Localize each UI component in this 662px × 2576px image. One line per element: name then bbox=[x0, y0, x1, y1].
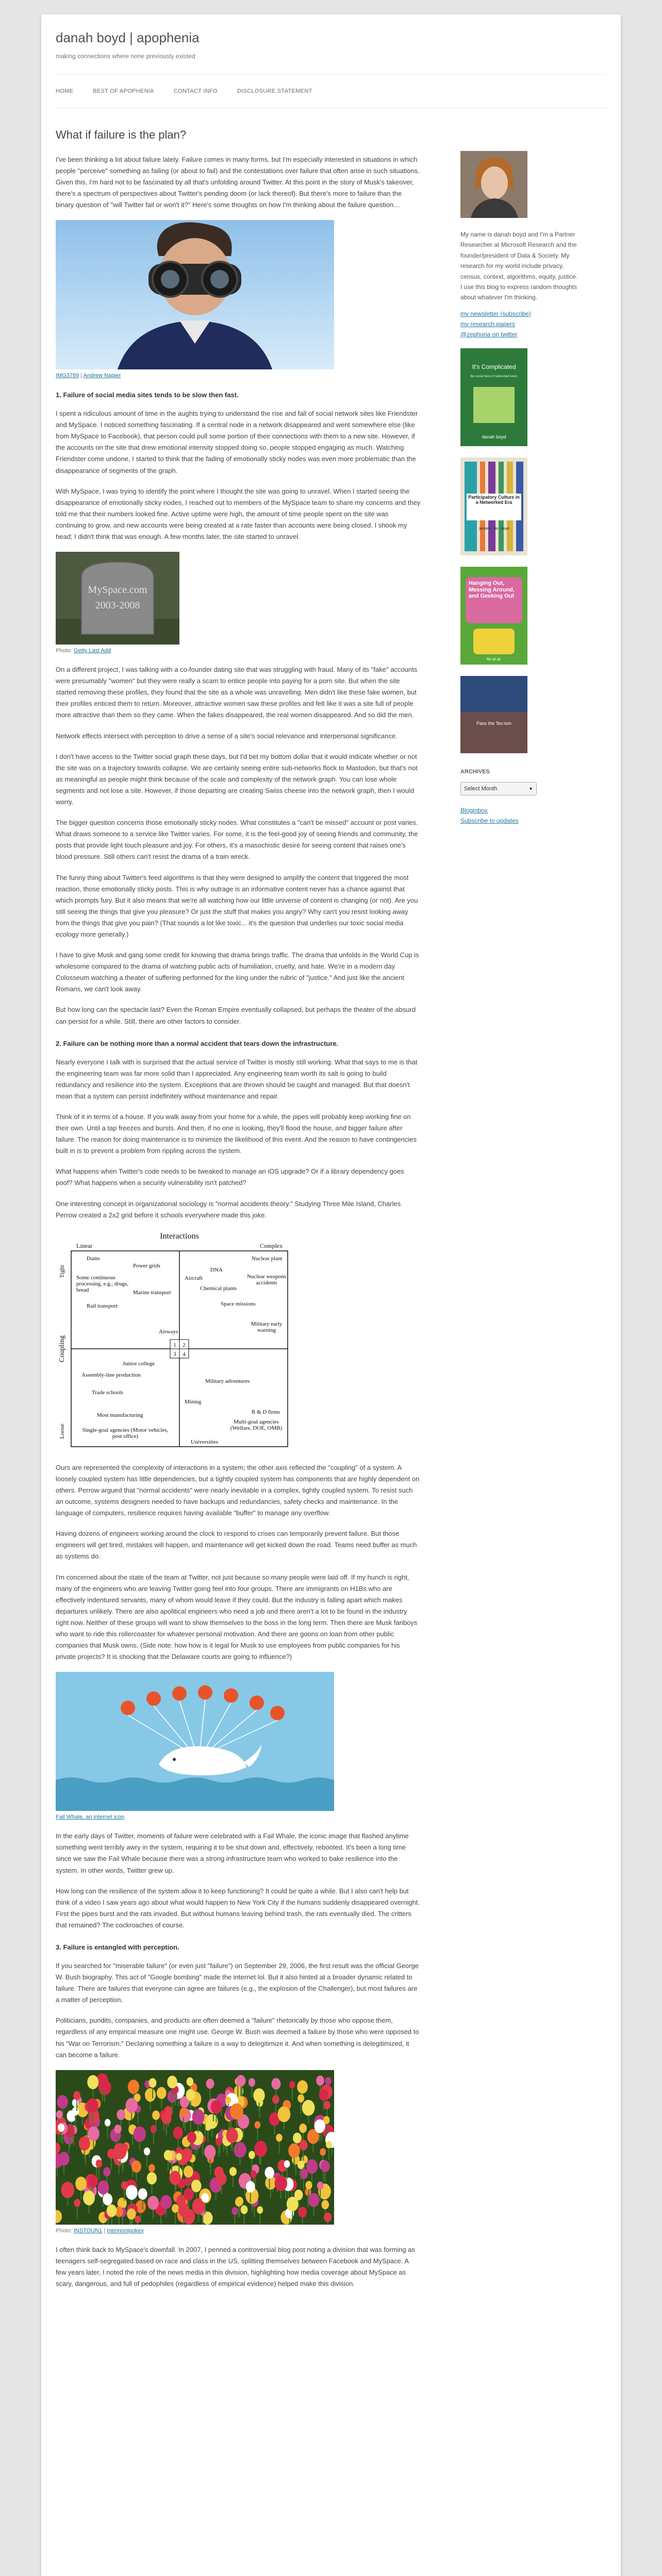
link-subscribe-updates[interactable]: Subscribe to updates bbox=[460, 817, 519, 824]
tulips-caption-author[interactable]: mennonipokey bbox=[107, 2227, 144, 2234]
tulip-flower bbox=[88, 2126, 100, 2141]
post-title[interactable]: What if failure is the plan? bbox=[56, 128, 187, 141]
tulip-flower bbox=[192, 2109, 205, 2125]
tulip-flower bbox=[97, 2180, 109, 2195]
fail-whale-illustration bbox=[56, 1672, 334, 1811]
tulip-flower bbox=[289, 2081, 295, 2089]
tulip-flower bbox=[257, 2206, 263, 2214]
tulip-flower bbox=[56, 2110, 63, 2119]
tulip-flower bbox=[117, 2109, 125, 2120]
tulip-flower bbox=[216, 2138, 222, 2146]
item-multi-goal-agencies: Multi-goal agencies (Welfare, DOE, OMB) bbox=[230, 1418, 283, 1431]
tulip-flower bbox=[169, 2171, 180, 2185]
tulip-flower bbox=[107, 2204, 117, 2217]
item-power-grids: Power grids bbox=[133, 1262, 160, 1269]
book-hanging-out[interactable] bbox=[460, 567, 527, 665]
tulip-flower bbox=[105, 2119, 111, 2127]
paragraph-17: I'm concerned about the state of the team at Twitter, not just because so many people were laid off. If my hunch is right, many of the engineers who are leaving Twitter going feel into four groups. There are immigrants on H1Bs who are effectively indentured servants, many of whom would leave if they could. But the industry is falling apart which makes departures unlikely. There are also apolitical engineers who need a job and there aren't a lot to be found in the industry right now. Neither of these groups will want to show themselves to the boss in the long term. Then there are Musk fanboys who want to ride this rollercoaster for whatever personal motivation. And there are goons on loan from other public companies that Musk owns. (Side note: how how is it legal for Musk to use employees from public companies for his private projects? It is shocking that the Delaware courts are going to influence?) bbox=[56, 1573, 418, 1661]
tulip-flower bbox=[128, 2079, 139, 2094]
paragraph-22: I often think back to MySpace's downfall. In 2007, I penned a controversial blog post noting a division that was forming as teenagers self-segregated based on race and class in the US, splitting themselves between Facebook and MySpace. A few years later, I noted the role of the news media in this division, highlighting how media coverage about MySpace as scary, dangerous, and full of pedophiles (regardless of empirical evidence) helped make this division. bbox=[56, 2245, 415, 2288]
item-dams: Dams bbox=[87, 1255, 100, 1262]
tulip-flower bbox=[226, 2128, 238, 2143]
tulip-flower bbox=[249, 2151, 255, 2159]
tulip-flower bbox=[317, 2181, 324, 2190]
tulip-flower bbox=[134, 2126, 146, 2142]
paragraph-7: The bigger question concerns those emotionally sticky nodes. What constitutes a "can't be missed" account or post varies. What draws someone to a service like Twitter varies. For some, it is the feel-good joy of seeing friends and community, the posts that provide light touch pleasure and joy. For others, it's a masochistic desire for seeing content that raises one's blood pressure. Still others can't resist the drama of a train wreck. bbox=[56, 819, 418, 861]
tulip-flower bbox=[178, 2202, 189, 2216]
quadrant-3: 3 bbox=[173, 1351, 176, 1358]
tulip-flower bbox=[235, 2197, 242, 2207]
tulip-flower bbox=[254, 2141, 267, 2157]
paragraph-6: I don't have access to the Twitter social graph these days, but I'd bet my bottom dollar that it would indicate whether or not the site was on a trajectory towards collapse. We are certainly seeing entire sub-networks flock to Mastodon, but that's not as meaningful as people might think because of the scale and complexity of the network graph. You can lose whole segments and not lose a site. However, if those departing are creating Swiss cheese into the network graph, then I would worry. bbox=[56, 752, 418, 806]
tulip-flower bbox=[61, 2181, 74, 2198]
paragraph-8: The funny thing about Twitter's feed algorithms is that they were designed to amplify the content that triggered the most reaction, those emotionally sticky posts. This is why outrage is an informative content never has a chance against that which prompts fury. But it also means that we're all watching how our little universe of content is changing (or not). Are you still seeing the things that give you pleasure? Or just the stuff that makes you angry? Why can't you resist looking away from the things that give you pain? (That sounds a lot like toxic... it's the question that underlies our toxic social media ecology more generally.) bbox=[56, 873, 418, 938]
chart-label-linear: Linear bbox=[76, 1242, 93, 1249]
tulip-flower bbox=[79, 2136, 90, 2150]
book-title-3: Hanging Out, Messing Around, and Geeking Out bbox=[469, 580, 515, 600]
tulip-flower bbox=[229, 2167, 237, 2176]
nav-item-disclosure[interactable]: DISCLOSURE STATEMENT bbox=[237, 88, 312, 94]
intro-paragraph: I've been thinking a lot about failure lately. Failure comes in many forms, but I'm especially interested in situations in which people "perceive" something as failing (or about to fail) and the contestations over failure that often arise in such situations. Given this, I'm hard not to be fascinated by all that's unfolding around Twitter. At this point in the story of Musk's takeover, there's a spectrum of perspectives about Twitter's pending doom (or lack thereof). But there's more to failure than the binary question of "will Twitter fail or won't it?" Here's some thoughts on how I'm thinking about the failure question… bbox=[56, 155, 420, 209]
tulip-flower bbox=[126, 2185, 138, 2200]
paragraph-9: I have to give Musk and gang some credit for knowing that drama brings traffic. The drama that unfolds in the World Cup is wholesome compared to the drama of watching public acts of humiliation, cruelty, and hate. We're in a modern day Colosseum watching a theater of suffering performed for the king under the rubric of "justice." And just like the ancient Romans, we can't look away. bbox=[56, 951, 419, 993]
tulips-caption-prefix: Photo: bbox=[56, 2227, 74, 2234]
link-newsletter[interactable]: my newsletter (subscribe) bbox=[460, 310, 531, 317]
site-description: making connections where none previously existed bbox=[56, 53, 195, 60]
tulip-flower bbox=[147, 2172, 157, 2184]
page bbox=[41, 14, 621, 2576]
tulip-flower bbox=[225, 2096, 231, 2104]
tombstone-caption bbox=[56, 648, 421, 654]
tulip-flower bbox=[57, 2095, 68, 2109]
tulip-flower bbox=[299, 2140, 307, 2150]
bio-text: My name is danah boyd and I'm a Partner Researcher at Microsoft Research and the founder/president of Data & Society. My research for my world include privacy, census, context, algorithms, equity, justice. I use this blog to express random thoughts about whatever I'm thinking. bbox=[460, 231, 578, 301]
tulip-flower bbox=[135, 2215, 140, 2223]
tulip-flower bbox=[176, 2153, 182, 2160]
tulip-flower bbox=[231, 2207, 238, 2215]
binoculars-caption-link[interactable]: IMG3789 bbox=[56, 372, 79, 379]
paragraph-20: If you searched for "miserable failure" (or even just "failure") on September 29, 2006, the first result was the official George W. Bush biography. This act of "Google bombing" made the internet lol. But it also hinted at a broader dynamic related to failure. There are failures that everyone can agree are failures (e.g., the explosion of the Challenger), but most failures are a matter of perception. bbox=[56, 1962, 419, 2004]
link-research-papers[interactable]: my research papers bbox=[460, 320, 516, 328]
tulip-flower bbox=[72, 2098, 79, 2107]
quadrant-number-box bbox=[170, 1340, 189, 1358]
nav-item-home[interactable]: HOME bbox=[56, 88, 74, 94]
tulip-flower bbox=[255, 2121, 261, 2129]
tulip-flower bbox=[83, 2191, 95, 2206]
tulip-flower bbox=[253, 2088, 264, 2103]
tombstone-caption-link[interactable]: Getty Last Add bbox=[73, 648, 111, 654]
tulip-flower bbox=[299, 2124, 307, 2133]
tulip-flower bbox=[184, 2165, 193, 2177]
tulip-flower bbox=[113, 2143, 126, 2159]
tulip-flower bbox=[324, 2101, 330, 2109]
tulip-flower bbox=[211, 2100, 222, 2114]
item-trade-schools: Trade schools bbox=[92, 1389, 124, 1396]
tulip-flower bbox=[246, 2181, 255, 2193]
item-universities: Universities bbox=[191, 1438, 219, 1445]
tulip-flower bbox=[186, 2089, 195, 2100]
tulip-flower bbox=[172, 2204, 179, 2213]
book-its-complicated[interactable] bbox=[460, 348, 527, 446]
paragraph-5: Network effects intersect with perception to drive a sense of a site's social relevance and interpersonal significance. bbox=[56, 732, 398, 740]
item-single-goal-agencies: Single-goal agencies (Motor vehicles, post office) bbox=[82, 1427, 169, 1439]
book-title-1: It's Complicated bbox=[472, 363, 516, 370]
tulip-flower bbox=[316, 2075, 324, 2086]
binoculars-caption-author[interactable]: Andrew Napier bbox=[83, 372, 121, 379]
tulip-flower bbox=[75, 2177, 87, 2191]
item-military-adventures: Military adventures bbox=[205, 1378, 250, 1384]
tulip-flower bbox=[206, 2078, 214, 2089]
tulip-flower bbox=[72, 2107, 79, 2115]
sidebar bbox=[460, 151, 579, 835]
paragraph-10: But how long can the spectacle last? Even the Roman Empire eventually collapsed, but perhaps the theater of the absurd can persist for a while. Still, there are other factors to consider. bbox=[56, 1006, 416, 1025]
tulip-flower bbox=[230, 2103, 243, 2120]
nav-item-contact[interactable]: CONTACT INFO bbox=[173, 88, 218, 94]
item-mining: Mining bbox=[185, 1398, 202, 1405]
tulip-flower bbox=[284, 2160, 290, 2168]
tulip-flower bbox=[326, 2141, 332, 2148]
author-photo bbox=[460, 151, 527, 218]
binoculars-caption bbox=[56, 372, 421, 379]
book-author-1: danah boyd bbox=[482, 434, 506, 439]
tulip-flower bbox=[234, 2142, 246, 2157]
tulip-flower bbox=[201, 2193, 209, 2202]
chart-title: Interactions bbox=[160, 1231, 199, 1241]
tulip-flower bbox=[264, 2166, 274, 2178]
paragraph-13: What happens when Twitter's code needs to be tweaked to manage an iOS upgrade? Or if a library dependency goes poof? What happens when a security vulnerability isn't patched? bbox=[56, 1167, 404, 1187]
book-author-2: Jenkins · Ito · boyd bbox=[478, 527, 509, 531]
paragraph-15: Ours are represented the complexity of interactions in a system; the other axis reflected the "coupling" of a system. A loosely coupled system has little dependencies, but a tightly coupled system has components that are highly dependent on others. Perrow argued that "normal accidents" were nearly inevitable in a complex, tightly coupled system. To resist such an outcome, systems designers needed to have backups and redundancies, safety checks and maintenance. In the language of computers, resilience requires having available "buffer" to manage any overflow. bbox=[56, 1463, 420, 1517]
perrow-interaction-coupling-chart bbox=[56, 1230, 293, 1452]
tombstone-caption-prefix: Photo: bbox=[56, 648, 74, 654]
tulip-flower bbox=[173, 2127, 183, 2139]
archive-select-value: Select Month bbox=[464, 785, 498, 792]
tulip-flower bbox=[161, 2112, 172, 2125]
tulip-flower bbox=[249, 2078, 255, 2087]
fail-whale-caption bbox=[56, 1814, 421, 1820]
tulip-flower bbox=[87, 2075, 98, 2089]
tulip-flower bbox=[276, 2133, 282, 2142]
tulip-flower bbox=[314, 2119, 325, 2133]
tulip-flower bbox=[131, 2160, 141, 2173]
tulip-flower bbox=[127, 2208, 136, 2219]
tulip-flower bbox=[287, 2196, 299, 2211]
item-space-missions: Space missions bbox=[221, 1300, 256, 1307]
tulip-flower bbox=[160, 2195, 172, 2209]
tulip-flower bbox=[157, 2087, 167, 2098]
tulips-caption-sep: | bbox=[102, 2227, 107, 2234]
tulip-flower bbox=[306, 2159, 318, 2174]
post-content bbox=[56, 128, 421, 2299]
chart-label-loose: Loose bbox=[58, 1423, 65, 1439]
tombstone-line-2: 2003-2008 bbox=[95, 600, 140, 612]
tulip-flower bbox=[138, 2188, 147, 2199]
chart-label-coupling: Coupling bbox=[58, 1335, 66, 1362]
tulip-flower bbox=[114, 2125, 122, 2134]
tulips-caption bbox=[56, 2228, 421, 2234]
paragraph-19: How long can the resilience of the system allow it to keep functioning? It could be quite a while. But I also can't help but think of a video I saw years ago about what would happen to New York City if the humans suddenly disappeared overnight. First the pipes burst and the rats invaded. But without humans leaving behind trash, the rats eventually died. The critters that remained? The cockroaches of course. bbox=[56, 1887, 420, 1929]
myspace-tombstone-photo bbox=[56, 552, 179, 645]
profile-links bbox=[460, 310, 579, 338]
book-title-2: Participatory Culture in a Networked Era bbox=[468, 494, 520, 505]
tulip-flower bbox=[187, 2131, 196, 2143]
archives-heading: ARCHIVES bbox=[460, 768, 490, 775]
site-title[interactable]: danah boyd | apophenia bbox=[56, 30, 200, 45]
book-participatory-culture[interactable] bbox=[460, 457, 527, 555]
paragraph-2: I spent a ridiculous amount of time in the aughts trying to understand the rise and fall of social network sites like Friendster and MySpace. I noticed something fascinating. If a central node in a network disappeared and went somewhere else (like from MySpace to Facebook), that person could pull some portion of their connections with them to a new site. However, if the accounts on the site that drew emotional intensity stopped doing so, people stopped engaging as much. Watching Friendster come undone, I started to think that the fading of emotionally sticky nodes was even more problematic than the disappearance of segments of the graph. bbox=[56, 410, 418, 474]
paragraph-12: Think of it in terms of a house. If you walk away from your home for a while, the pipes will probably keep working fine on their own. Until a tap freezes and bursts. And then, if no one is looking, they'll flood the house, and bigger failure after failure. The reason for doing maintenance is to minimize the likelihood of this event. And the reason to have contingencies built in is to prevent a problem from rippling across the system. bbox=[56, 1113, 417, 1155]
tulip-flower bbox=[275, 2175, 287, 2191]
quadrant-1: 1 bbox=[173, 1342, 176, 1348]
chevron-down-icon: ▼ bbox=[528, 786, 533, 791]
item-most-manufacturing: Most manufacturing bbox=[97, 1412, 143, 1418]
paragraph-3: With MySpace, I was trying to identify the point where I thought the site was going to unravel. When I started seeing the disappearance of emotionally sticky nodes, I reached out to members of the MySpace team to share my concerns and they told me that their numbers looked fine. Active uptime were high, the amount of time people spent on the site was continuing to grow, and new accounts were being created at a rate faster than accounts were being closed. I shook my head; I didn't think that was enough. A few months later, the site started to unravel. bbox=[56, 487, 421, 540]
book-author-3: Ito et al. bbox=[486, 656, 502, 662]
book-sub-1: the social lives of networked teens bbox=[470, 375, 518, 378]
paragraph-21: Politicians, pundits, companies, and products are often deemed a "failure" rhetorically by those who oppose them, regardless of any empirical measure one might use. George W. Bush was deemed a failure by those who were opposed to his "War on Terrorism." Declaring something a failure is a way to delegitimize it. And when something is delegitimized, it can become a failure. bbox=[56, 2016, 419, 2059]
tulip-flower bbox=[204, 2145, 216, 2159]
item-rd-firms: R & D firms bbox=[252, 1409, 280, 1415]
tulip-flower bbox=[236, 2075, 245, 2087]
tulip-flower bbox=[217, 2173, 227, 2185]
paragraph-14: One interesting concept in organizational sociology is "normal accidents theory." Studying Three Mile Island, Charles Perrow created a 2x2 grid before it schools everywhere made this joke. bbox=[56, 1199, 401, 1219]
quadrant-4: 4 bbox=[183, 1351, 186, 1358]
item-assembly-line: Assembly-line production bbox=[81, 1371, 141, 1378]
tulip-flower bbox=[297, 2080, 308, 2093]
tulip-flower bbox=[96, 2159, 103, 2167]
link-twitter[interactable]: @zephoria on twitter bbox=[460, 330, 518, 338]
tulip-flower bbox=[181, 2148, 192, 2161]
tulip-flower bbox=[320, 2148, 326, 2156]
tulip-flower bbox=[167, 2076, 177, 2088]
item-military-early-warning: Military early warning bbox=[251, 1320, 283, 1333]
tulip-flower bbox=[191, 2179, 202, 2192]
tulip-flower bbox=[152, 2110, 160, 2120]
item-aircraft: Aircraft bbox=[185, 1275, 203, 1281]
item-continuous-processing: Some continuous processing, e.g., drugs, bread bbox=[76, 1274, 129, 1293]
tulip-flower bbox=[149, 2078, 157, 2088]
item-rail-transport: Rail transport bbox=[87, 1302, 118, 1309]
tulip-flower bbox=[147, 2196, 159, 2210]
tulip-flower bbox=[251, 2170, 257, 2178]
tulip-flower bbox=[164, 2150, 172, 2161]
section-heading-3: 3. Failure is entangled with perception. bbox=[56, 1943, 179, 1951]
quadrant-2: 2 bbox=[183, 1342, 186, 1348]
tulip-flower bbox=[241, 2205, 248, 2214]
tulip-flower bbox=[125, 2098, 137, 2113]
tulip-flower bbox=[325, 2077, 332, 2085]
tulip-flower bbox=[73, 2091, 80, 2100]
section-heading-1: 1. Failure of social media sites tends to be slow then fast. bbox=[56, 391, 239, 399]
book-pass-the-texism[interactable] bbox=[460, 676, 527, 753]
paragraph-16: Having dozens of engineers working around the clock to respond to crises can temporarily prevent failure. But those engineers will get tired, mistakes will happen, and maintenance will get kicked down the road. Teams need buffer as much as systems do. bbox=[56, 1530, 417, 1561]
tulip-flower bbox=[297, 2094, 304, 2103]
tulip-flower bbox=[121, 2181, 128, 2190]
binoculars-caption-sep: | bbox=[79, 372, 84, 379]
tulip-flower bbox=[271, 2078, 280, 2089]
tulip-flower bbox=[288, 2143, 300, 2158]
tulips-caption-link[interactable]: INSTOUN1 bbox=[73, 2227, 103, 2234]
paragraph-11: Nearly everyone I talk with is surprised that the actual service of Twitter is mostly still working. What that says to me is that the engineering team was far more solid than I appreciated. Any engineering team worth its salt is going to build redundancy and resilience into the system. Exceptions that are thrown should be caught and managed. But that doesn't mean that a system can persist indefinitely without maintenance and repair. bbox=[56, 1058, 418, 1100]
chart-label-tight: Tight bbox=[58, 1264, 65, 1278]
link-bloginbox[interactable]: Bloginbox bbox=[460, 806, 488, 814]
tulip-flower bbox=[308, 2193, 320, 2207]
tulip-flower bbox=[299, 2207, 307, 2217]
item-junior-college: Junior college bbox=[123, 1360, 155, 1367]
item-airways: Airways bbox=[159, 1328, 178, 1335]
tulip-flower bbox=[148, 2164, 155, 2172]
section-heading-2: 2. Failure can be nothing more than a normal accident that tears down the infrastructure. bbox=[56, 1039, 339, 1047]
tulip-flower bbox=[74, 2199, 80, 2207]
chart-label-complex: Complex bbox=[260, 1242, 283, 1249]
tulip-flower bbox=[322, 2200, 329, 2209]
tulip-flower bbox=[305, 2181, 312, 2190]
tulip-flower bbox=[321, 2160, 330, 2172]
paragraph-18: In the early days of Twitter, moments of failure were celebrated with a Fail Whale, the iconic image that flashed anytime something went terribly awry in the system, requiring it to be shut down and, effectively, rebooted. It's been a long time since we saw the Fail Whale because there was a strong infrastructure team who worked to bake resilience into the system. In other words, Twitter grew up. bbox=[56, 1832, 409, 1874]
tulip-flower bbox=[184, 2188, 193, 2200]
item-dna: DNA bbox=[210, 1266, 223, 1273]
tulip-flower bbox=[58, 2123, 64, 2132]
fail-whale-caption-link[interactable]: Fail Whale, an internet icon bbox=[56, 1814, 125, 1821]
item-nuclear-plant: Nuclear plant bbox=[252, 1255, 283, 1262]
book-title-4: Pass the Tex:ism bbox=[476, 720, 511, 726]
paragraph-4: On a different project, I was talking with a co-founder dating site that was struggling with fraud. Many of its "fake" accounts were presumably "women" but they were really a scam to entice people into paying for a porn site. But when the site started removing these profiles, they found that the site as a whole was unravelling. Men didn't like these fake women, but their profiles enticed them to return. Moreover, attractive women saw these profiles and felt like it was a site full of people more attractive than them so they came. When the fakes disappeared, the real women disappeared. And so did the men. bbox=[56, 666, 418, 719]
tulip-flower bbox=[144, 2147, 150, 2155]
tulip-flower bbox=[187, 2077, 194, 2086]
binoculars-photo bbox=[56, 220, 334, 369]
tulip-flower bbox=[180, 2108, 187, 2117]
item-nuclear-weapons: Nuclear weapons accidents bbox=[246, 1273, 287, 1286]
main-navigation bbox=[56, 74, 606, 108]
tulip-flower bbox=[319, 2089, 328, 2101]
nav-item-best-of[interactable]: BEST OF APOPHENIA bbox=[93, 88, 154, 94]
tulip-flower bbox=[297, 2161, 304, 2170]
tulips-photo bbox=[56, 2070, 334, 2225]
tulip-flower bbox=[324, 2212, 332, 2222]
archive-month-select[interactable] bbox=[460, 782, 537, 795]
item-marine-transport: Marine transport bbox=[133, 1289, 171, 1296]
tulip-flower bbox=[277, 2106, 290, 2122]
tulip-flower bbox=[145, 2088, 156, 2102]
tulip-flower bbox=[302, 2100, 315, 2116]
item-chemical-plants: Chemical plants bbox=[200, 1285, 237, 1292]
tombstone-line-1: MySpace.com bbox=[88, 584, 147, 596]
tulip-flower bbox=[87, 2098, 98, 2113]
tulip-flower bbox=[103, 2193, 112, 2205]
meta-links bbox=[460, 807, 579, 824]
tulip-flower bbox=[103, 2167, 111, 2176]
